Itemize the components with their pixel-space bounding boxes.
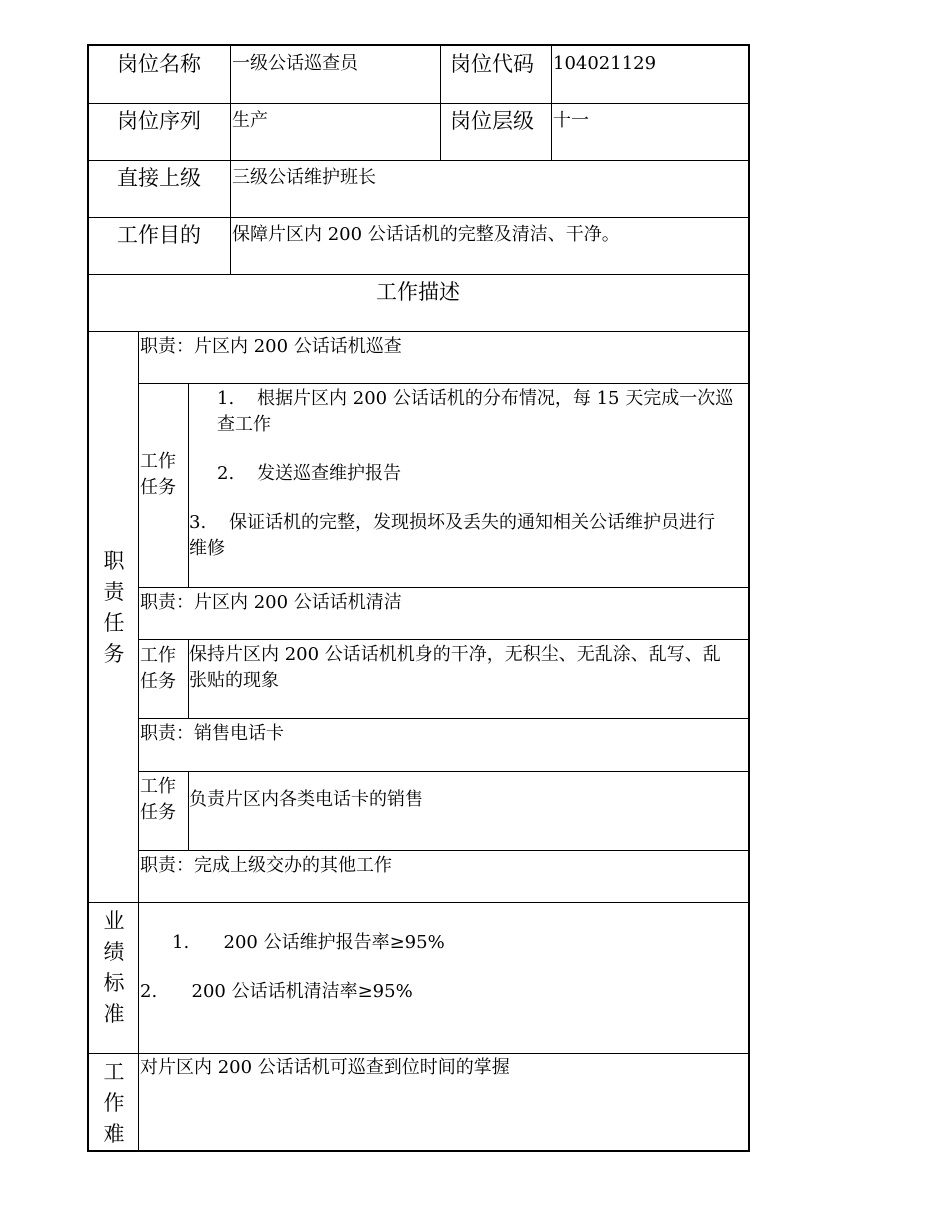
duty-title: 职责：片区内 200 公话话机清洁 (140, 592, 402, 613)
purpose-label: 工作目的 (117, 223, 201, 247)
table-border-left (87, 44, 89, 1152)
difficulty-label-char: 工 (103, 1060, 125, 1084)
performance-label-char: 业 (103, 909, 125, 933)
post-series-label: 岗位序列 (117, 109, 201, 133)
task-label (140, 643, 180, 695)
duties-label-char: 职 (103, 549, 125, 573)
performance-label-char: 绩 (103, 940, 125, 964)
task-label-line: 任务 (140, 802, 176, 823)
task-item: 1. 根据片区内 200 公话话机的分布情况，每 15 天完成一次巡 (217, 388, 734, 409)
task-label-line: 工作 (140, 645, 176, 666)
row-divider (87, 274, 750, 275)
row-divider (87, 331, 750, 332)
task-item: 保持片区内 200 公话话机机身的干净，无积尘、无乱涂、乱写、乱 (189, 644, 721, 665)
performance-label-char: 标 (103, 971, 125, 995)
task-label-line: 任务 (140, 477, 176, 498)
difficulty-label-char: 作 (103, 1091, 125, 1115)
task-label-line: 工作 (140, 451, 176, 472)
task-label-line: 工作 (140, 776, 176, 797)
col-divider (230, 44, 231, 275)
performance-item: 1. 200 公话维护报告率≥95% (172, 932, 445, 953)
task-item: 张贴的现象 (189, 670, 279, 691)
col-divider (138, 331, 139, 1151)
task-item: 3. 保证话机的完整，发现损坏及丢失的通知相关公话维护员进行 (189, 512, 716, 533)
row-divider (138, 718, 750, 719)
task-label-line: 任务 (140, 671, 176, 692)
difficulty-text: 对片区内 200 公话话机可巡查到位时间的掌握 (140, 1057, 510, 1078)
row-divider (87, 1053, 750, 1054)
duty-title: 职责：片区内 200 公话话机巡查 (140, 336, 402, 357)
superior-label: 直接上级 (117, 166, 201, 190)
duties-label-char: 务 (103, 642, 125, 666)
post-level-label: 岗位层级 (450, 109, 534, 133)
task-item: 维修 (189, 538, 225, 559)
row-divider (138, 587, 750, 588)
row-divider (138, 771, 750, 772)
post-name-label: 岗位名称 (117, 52, 201, 76)
post-name-value: 一级公话巡查员 (232, 53, 358, 74)
post-series-value: 生产 (232, 110, 268, 131)
performance-item: 2. 200 公话话机清洁率≥95% (140, 981, 413, 1002)
performance-label-char: 准 (103, 1002, 125, 1026)
col-divider (188, 771, 189, 851)
row-divider (87, 160, 750, 161)
table-border-top (87, 44, 750, 46)
row-divider (87, 103, 750, 104)
task-item: 2. 发送巡查维护报告 (217, 463, 402, 484)
row-divider (138, 639, 750, 640)
row-divider (138, 850, 750, 851)
performance-label (99, 906, 129, 1030)
table-border-right (748, 44, 750, 1152)
col-divider (440, 44, 441, 161)
row-divider (87, 217, 750, 218)
duties-label-char: 任 (103, 611, 125, 635)
col-divider (551, 44, 552, 161)
post-level-value: 十一 (553, 110, 589, 131)
difficulty-label (99, 1057, 129, 1150)
row-divider (87, 902, 750, 903)
purpose-value: 保障片区内 200 公话话机的完整及清洁、干净。 (232, 224, 620, 245)
description-title: 工作描述 (376, 280, 460, 304)
difficulty-label-char: 难 (103, 1122, 125, 1146)
task-item: 查工作 (217, 414, 271, 435)
post-code-value: 104021129 (553, 53, 657, 74)
duty-title: 职责：销售电话卡 (140, 723, 284, 744)
duties-label (99, 546, 129, 670)
task-item: 负责片区内各类电话卡的销售 (189, 789, 423, 810)
row-divider (138, 383, 750, 384)
post-code-label: 岗位代码 (450, 52, 534, 76)
duty-title: 职责：完成上级交办的其他工作 (140, 855, 392, 876)
table-border-bottom (87, 1150, 750, 1152)
superior-value: 三级公话维护班长 (232, 167, 376, 188)
duties-label-char: 责 (103, 580, 125, 604)
task-label (140, 449, 180, 501)
task-label (140, 774, 180, 826)
